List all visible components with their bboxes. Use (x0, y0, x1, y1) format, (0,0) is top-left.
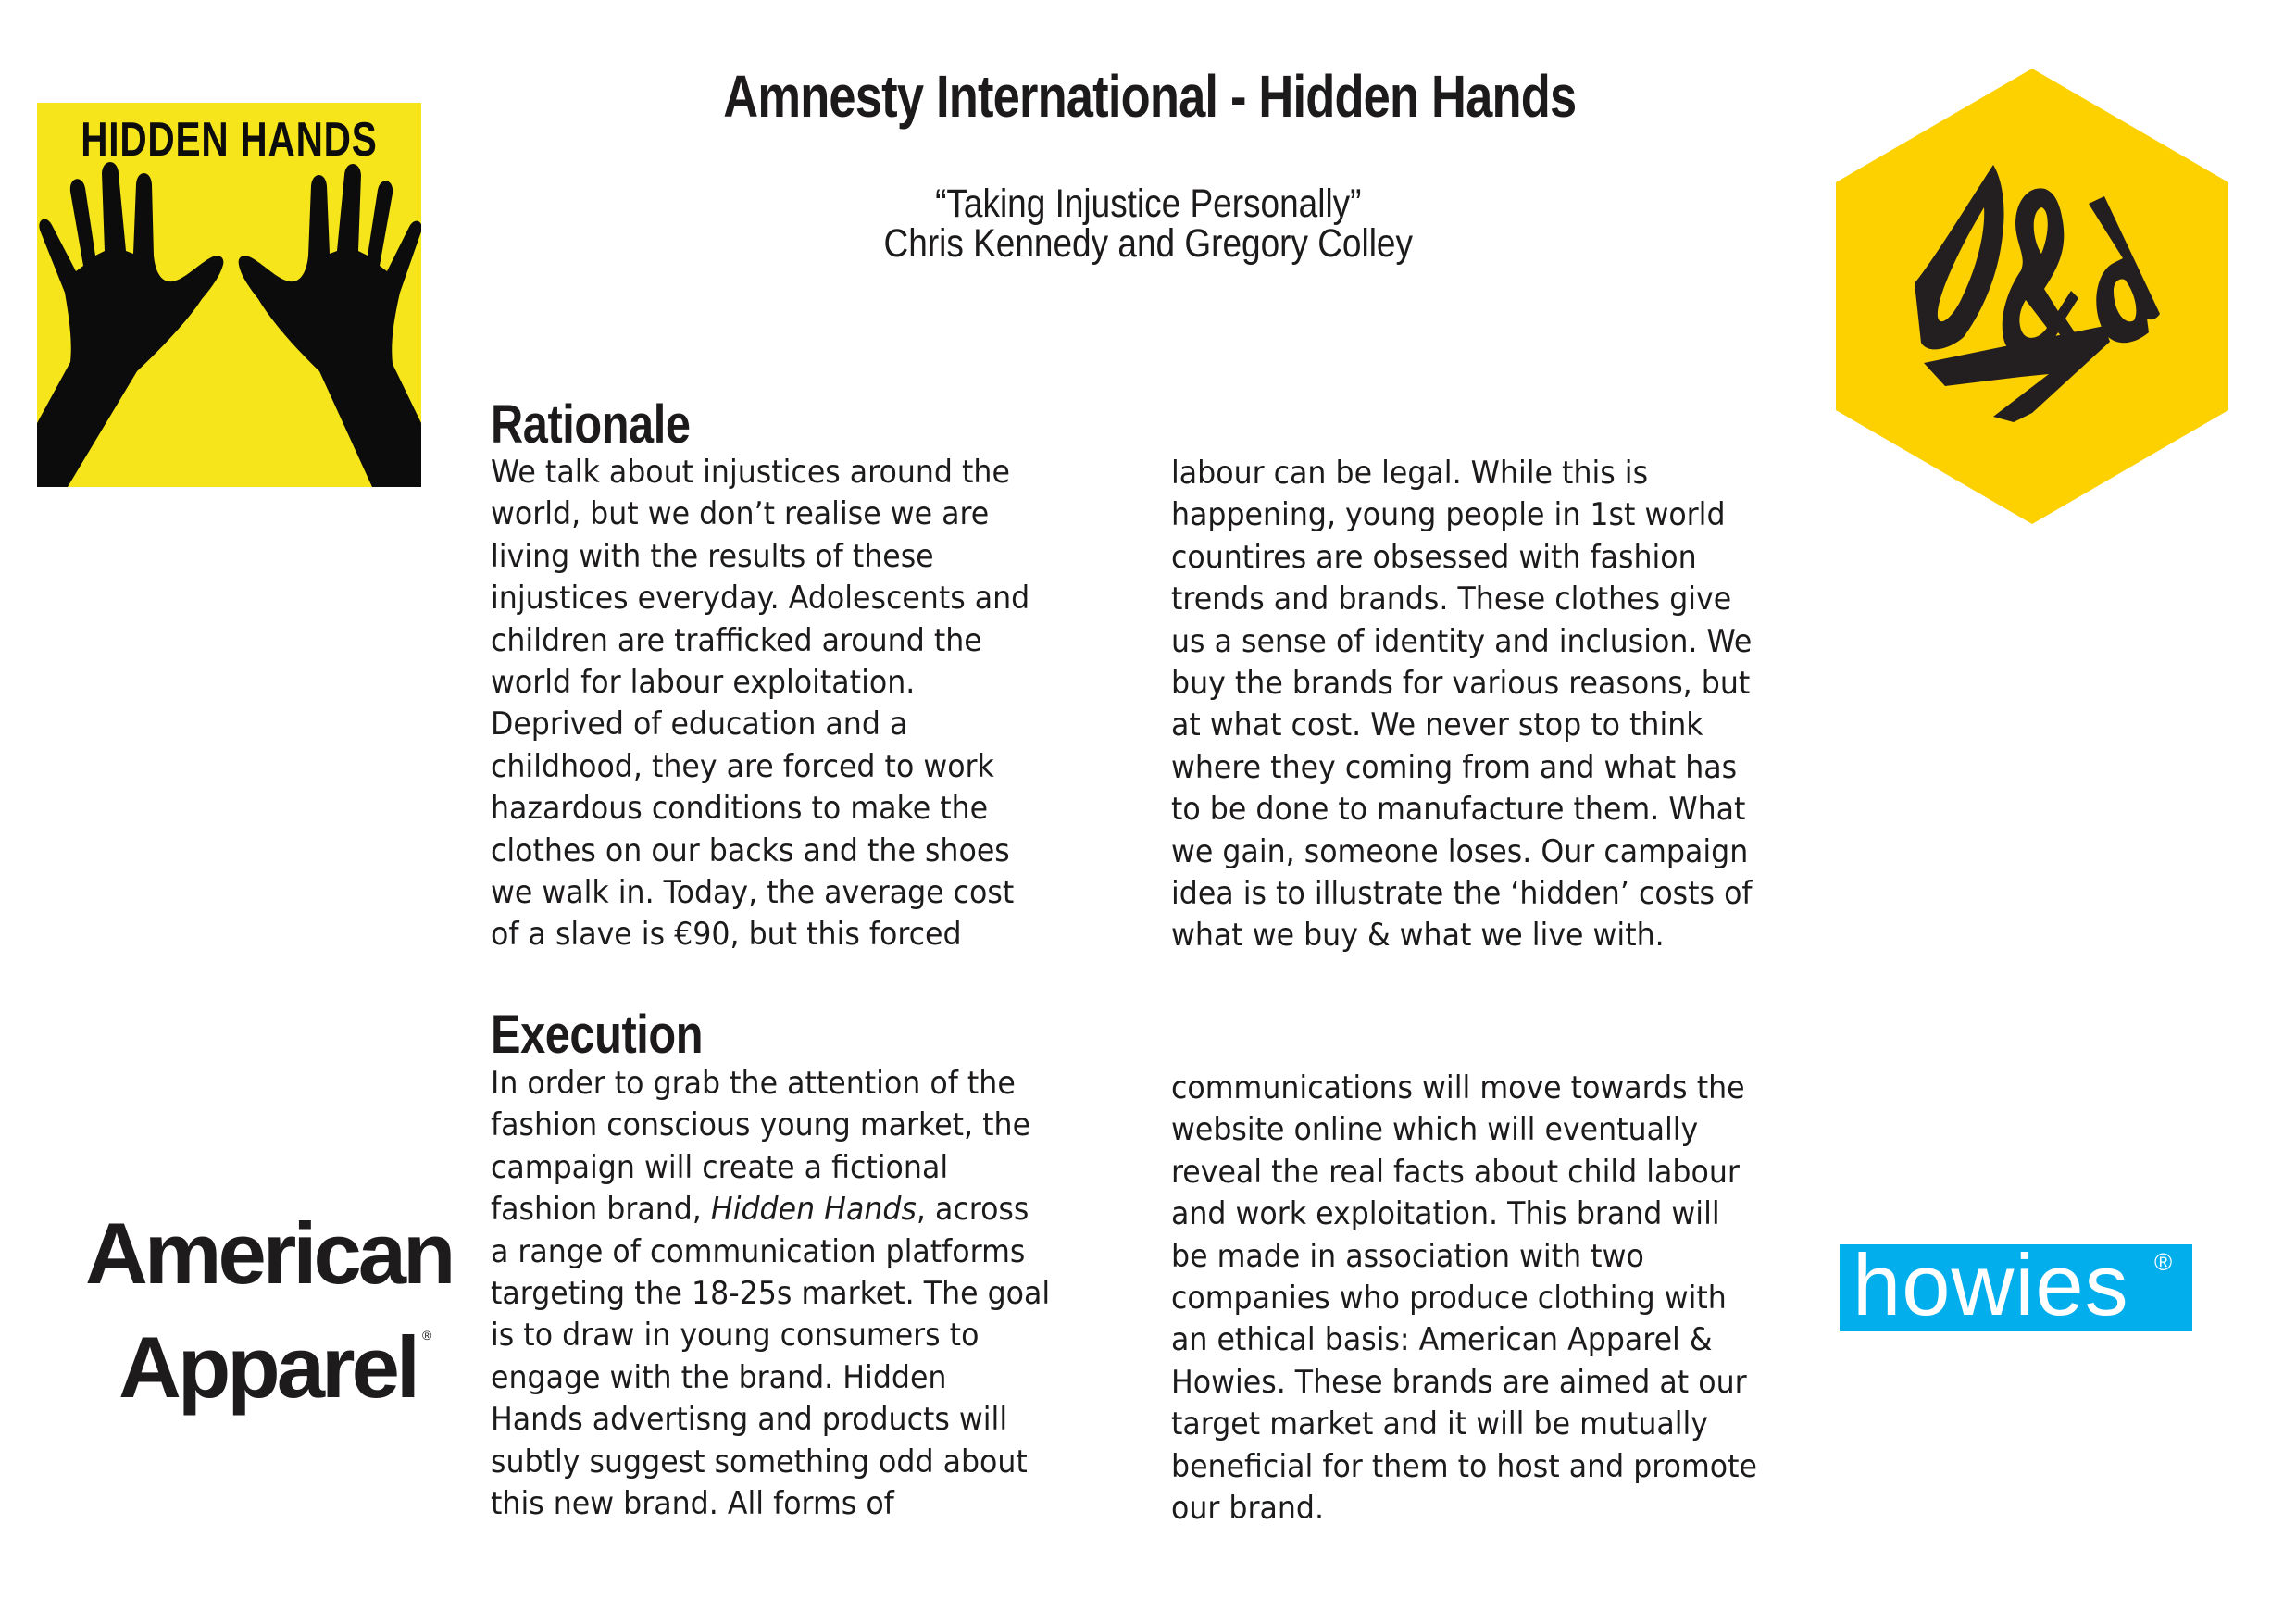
text-line: labour can be legal. While this is (1171, 455, 1649, 492)
text-line: where they coming from and what has (1171, 748, 1738, 786)
text-line: what we buy & what we live with. (1171, 917, 1665, 955)
text-line: companies who produce clothing with (1171, 1280, 1727, 1318)
text-line: and work exploitation. This brand will (1171, 1195, 1720, 1233)
text-line: fashion conscious young market, the (491, 1106, 1031, 1144)
text-line: trends and brands. These clothes give (1171, 581, 1732, 618)
registered-mark-icon: ® (421, 1328, 432, 1343)
text-line: a range of communication platforms (491, 1232, 1026, 1270)
rationale-column-left (491, 452, 1029, 956)
text-line: an ethical basis: American Apparel & (1171, 1321, 1713, 1359)
text-line: buy the brands for various reasons, but (1171, 665, 1751, 703)
rationale-column-right (1171, 453, 1753, 957)
text-line: world for labour exploitation. (491, 664, 916, 702)
text-line: reveal the real facts about child labour (1171, 1153, 1740, 1191)
american-apparel-logo-line2 (119, 1289, 431, 1414)
text-line: we gain, someone loses. Our campaign (1171, 832, 1749, 870)
page-tagline: “Taking Injustice Personally” (935, 181, 1362, 226)
text-fragment: fashion brand, (491, 1191, 711, 1229)
text-line: world, but we don’t realise we are (491, 495, 990, 533)
text-line: beneficial for them to host and promote (1171, 1447, 1757, 1485)
american-apparel-logo-line1: American (85, 1205, 453, 1302)
text-line: idea is to illustrate the ‘hidden’ costs of (1171, 875, 1753, 913)
text-line: Deprived of education and a (491, 706, 908, 743)
text-line: We talk about injustices around the (491, 454, 1010, 491)
text-line: we walk in. Today, the average cost (491, 874, 1015, 912)
text-line: childhood, they are forced to work (491, 747, 994, 785)
text-line (491, 1189, 1050, 1230)
rationale-heading: Rationale (491, 394, 691, 455)
page-authors: Chris Kennedy and Gregory Colley (883, 221, 1413, 266)
page-title: Amnesty International - Hidden Hands (723, 63, 1577, 130)
registered-mark-icon: ® (2154, 1248, 2173, 1276)
text-line: communications will move towards the (1171, 1069, 1745, 1106)
text-line: targeting the 18-25s market. The goal (491, 1275, 1051, 1313)
text-line: living with the results of these (491, 537, 934, 575)
text-line: be made in association with two (1171, 1237, 1644, 1275)
howies-logo-text: howies (1853, 1244, 2129, 1331)
text-line: countires are obsessed with fashion (1171, 538, 1697, 576)
text-line: subtly suggest something odd about (491, 1443, 1028, 1480)
text-line: target market and it will be mutually (1171, 1405, 1709, 1443)
text-line: at what cost. We never stop to think (1171, 706, 1703, 744)
execution-column-right (1171, 1068, 1757, 1530)
text-line: campaign will create a fictional (491, 1148, 949, 1186)
text-line: injustices everyday. Adolescents and (491, 580, 1030, 618)
text-line: this new brand. All forms of (491, 1485, 894, 1523)
text-line: to be done to manufacture them. What (1171, 791, 1746, 829)
dandad-hexagon-logo (1836, 69, 2228, 524)
text-line: is to draw in young consumers to (491, 1317, 980, 1355)
american-apparel-logo (81, 1204, 489, 1416)
text-line: engage with the brand. Hidden (491, 1358, 947, 1396)
text-line: Hands advertisng and products will (491, 1401, 1008, 1439)
text-line: Howies. These brands are aimed at our (1171, 1363, 1747, 1401)
text-line: In order to grab the attention of the (491, 1065, 1016, 1102)
text-fragment: , across (916, 1191, 1029, 1229)
text-line: hazardous conditions to make the (491, 790, 989, 828)
text-line: us a sense of identity and inclusion. We (1171, 622, 1753, 660)
execution-column-left (491, 1063, 1050, 1525)
text-line: happening, young people in 1st world (1171, 496, 1726, 534)
text-line: children are trafficked around the (491, 621, 982, 659)
text-line: clothes on our backs and the shoes (491, 831, 1010, 869)
execution-heading: Execution (491, 1005, 704, 1065)
brand-name-italic: Hidden Hands (710, 1191, 917, 1229)
howies-logo (1840, 1244, 2192, 1331)
text-line: website online which will eventually (1171, 1111, 1699, 1149)
hidden-hands-logo (37, 103, 421, 487)
text-line: of a slave is €90, but this forced (491, 916, 962, 954)
hidden-hands-logo-text: HIDDEN HANDS (81, 113, 378, 167)
american-apparel-logo-line2-text: Apparel (119, 1318, 417, 1416)
text-line: our brand. (1171, 1490, 1325, 1528)
